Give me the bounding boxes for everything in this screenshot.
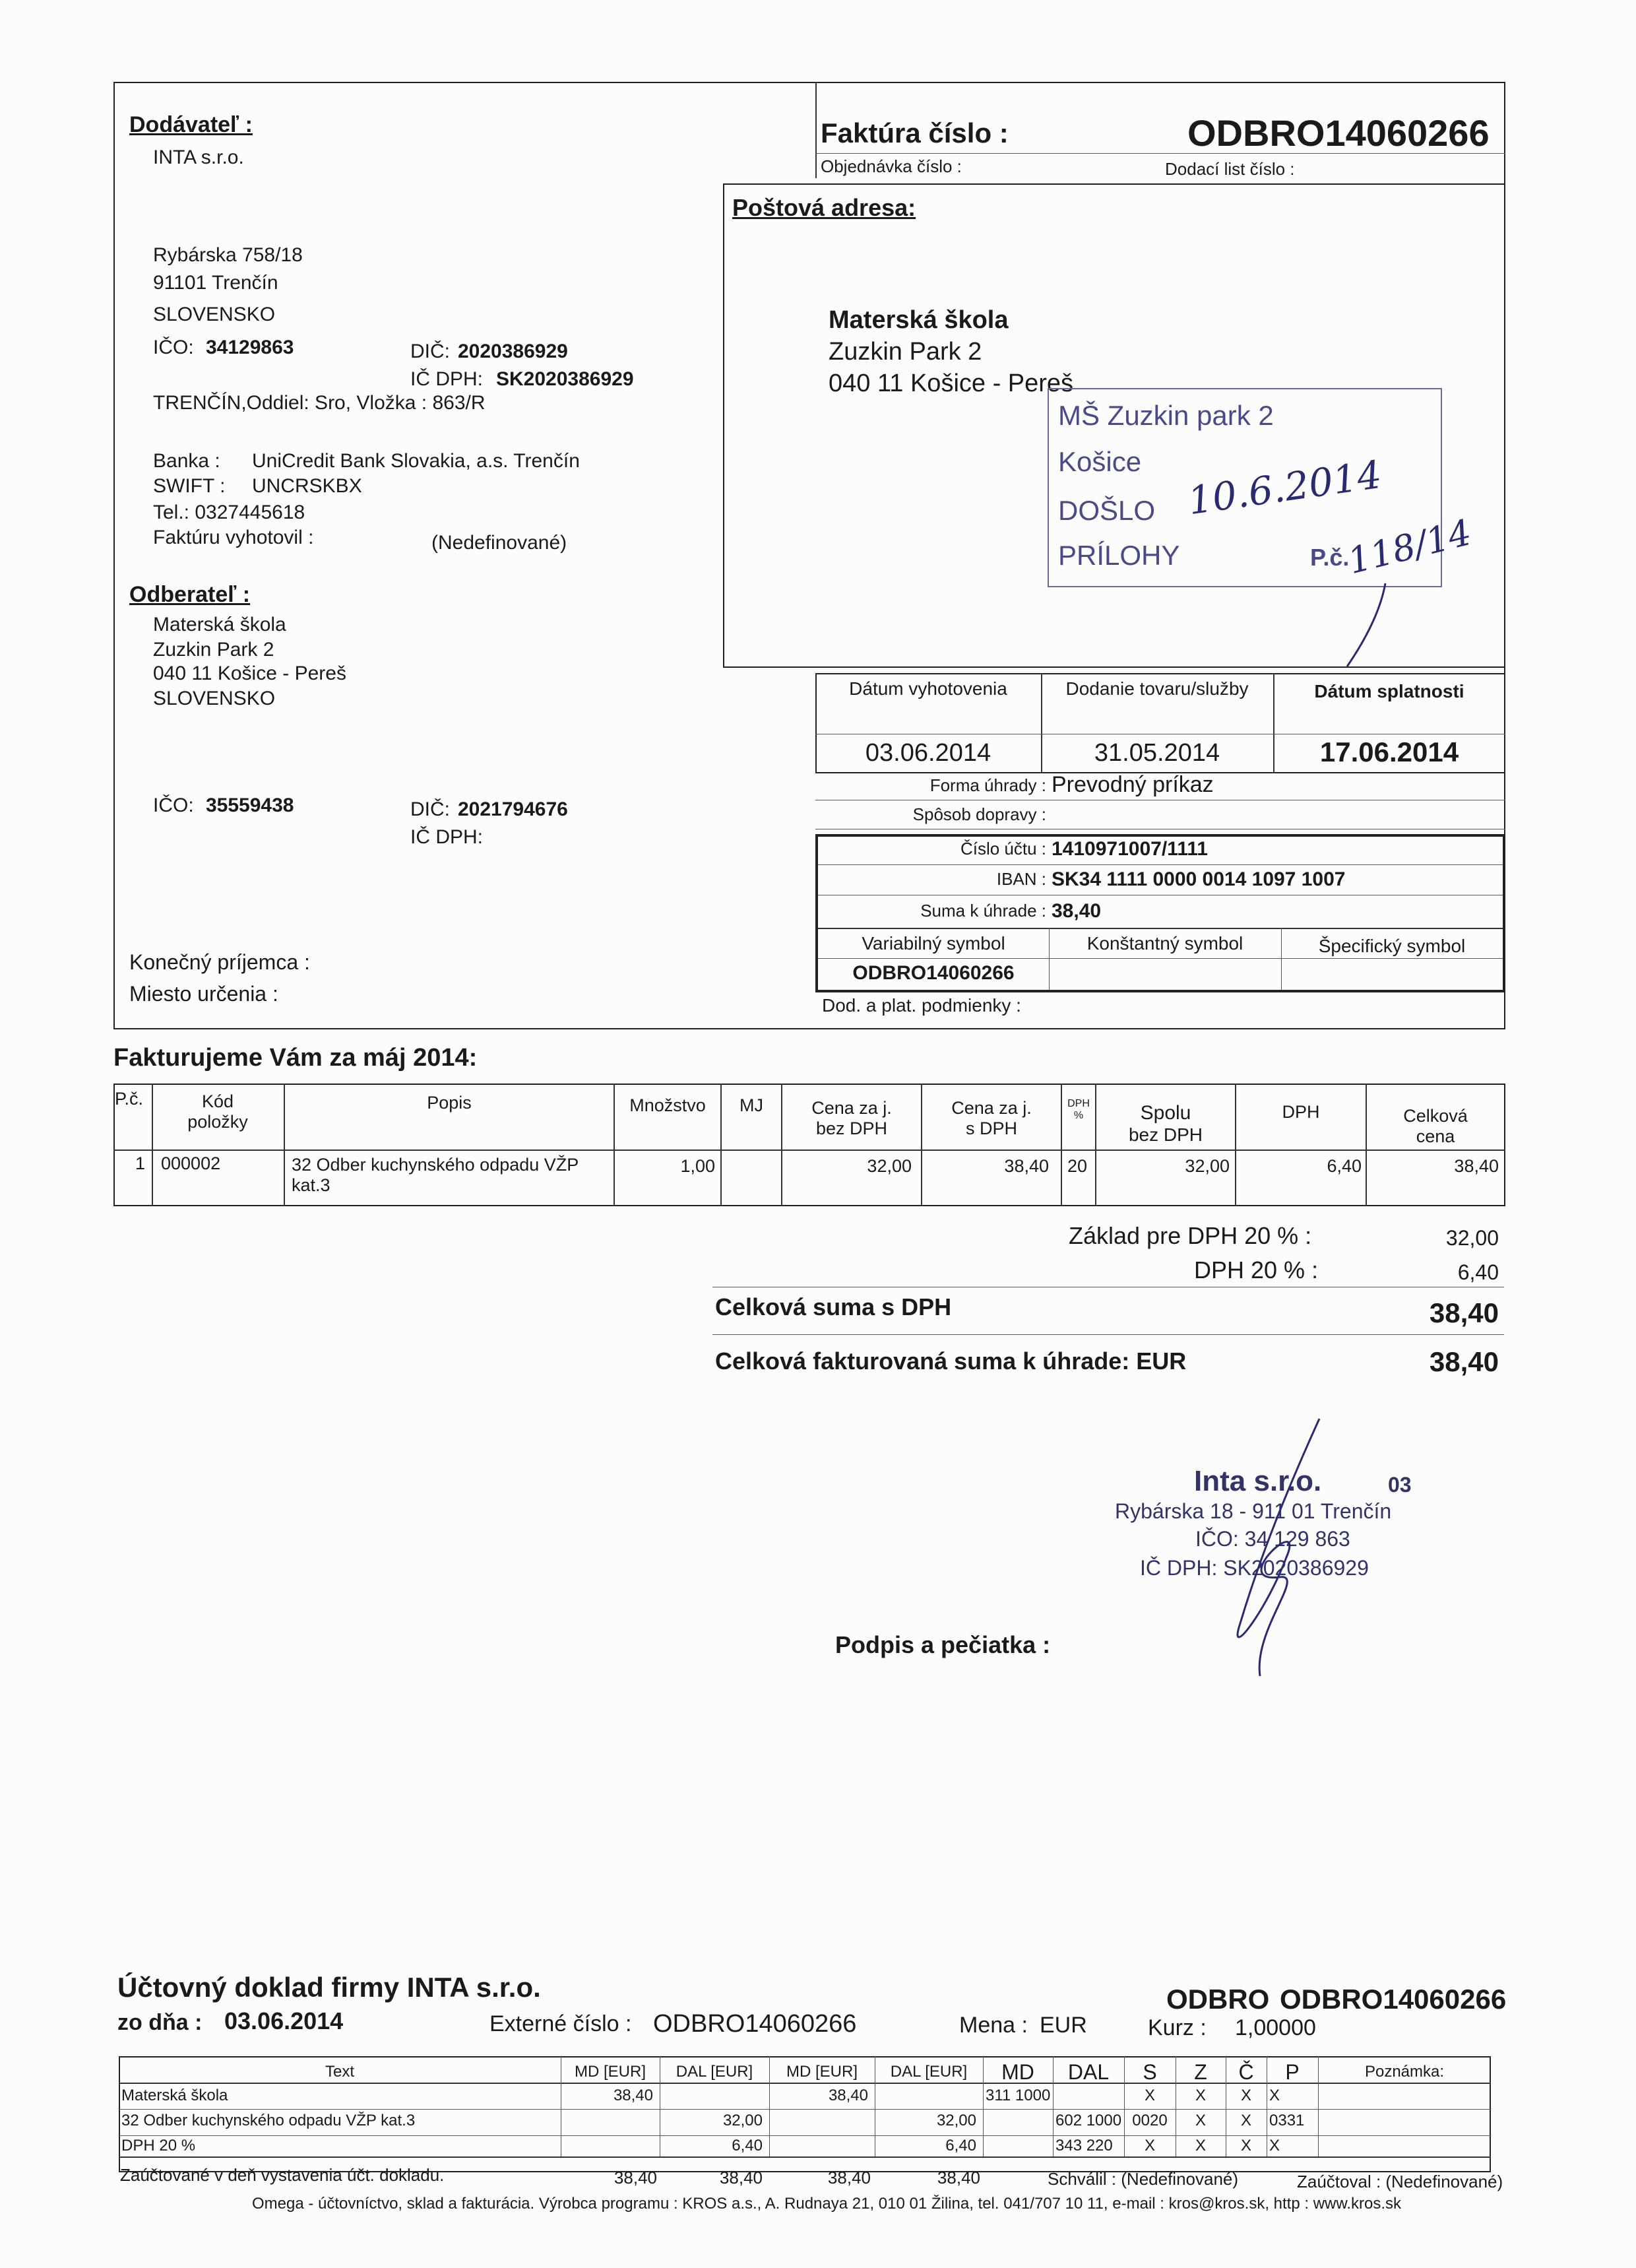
customer-name: Materská škola <box>153 614 286 635</box>
accounting-footer-md2: 38,40 <box>827 2168 871 2187</box>
accounting-cell: X <box>1195 2137 1206 2155</box>
bank-value: UniCredit Bank Slovakia, a.s. Trenčín <box>252 450 580 472</box>
accounting-cell: X <box>1144 2087 1155 2104</box>
account-rule <box>818 864 1503 865</box>
billing-title: Fakturujeme Vám za máj 2014: <box>113 1044 478 1072</box>
accounting-header-p: P <box>1285 2060 1300 2084</box>
company-stamp-number: 03 <box>1388 1473 1412 1497</box>
delivery-date-label: Dodanie tovaru/služby <box>1065 678 1249 699</box>
accounting-cell: 38,40 <box>828 2087 868 2104</box>
invoiced-total-label: Celková fakturovaná suma k úhrade: EUR <box>715 1347 1187 1375</box>
supplier-country: SLOVENSKO <box>153 304 276 325</box>
accounting-cell: 32,00 <box>722 2112 763 2129</box>
header-divider <box>815 82 817 178</box>
vat-base-value: 32,00 <box>1445 1226 1499 1250</box>
th-mj: MJ <box>739 1095 763 1115</box>
company-stamp-ico: IČO: 34 129 863 <box>1195 1527 1350 1551</box>
customer-ico: 35559438 <box>206 794 294 816</box>
stamp-pc-label: P.č. <box>1310 544 1350 571</box>
th-code: Kód položky <box>187 1091 248 1132</box>
postal-street: Zuzkin Park 2 <box>829 338 982 366</box>
customer-dic-label: DIČ: <box>410 798 450 820</box>
external-number: ODBRO14060266 <box>653 2010 857 2038</box>
th-total-ex: Spolu bez DPH <box>1128 1102 1203 1145</box>
accounting-row-rule-1 <box>119 2109 1491 2110</box>
const-symbol-label: Konštantný symbol <box>1086 933 1243 954</box>
swift-value: UNCRSKBX <box>252 475 362 497</box>
payment-form-label: Forma úhrady : <box>929 775 1046 795</box>
accounting-header-note: Poznámka: <box>1364 2063 1445 2081</box>
accounting-cell: 6,40 <box>945 2137 976 2155</box>
accounting-cell: X <box>1269 2087 1280 2104</box>
accounting-cell: 38,40 <box>613 2087 653 2104</box>
accounting-header-dal: DAL <box>1067 2060 1110 2084</box>
company-stamp-address: Rybárska 18 - 911 01 Trenčín <box>1115 1499 1392 1523</box>
sum-rule <box>818 928 1503 929</box>
accounting-cell: 32,00 <box>936 2112 976 2129</box>
company-stamp-name: Inta s.r.o. <box>1194 1465 1322 1497</box>
var-symbol-label: Variabilný symbol <box>862 933 1005 954</box>
currency-label: Mena : <box>959 2013 1028 2038</box>
final-recipient-label: Konečný príjemca : <box>129 950 310 974</box>
postal-city: 040 11 Košice - Pereš <box>829 370 1074 397</box>
rate-label: Kurz : <box>1148 2015 1207 2040</box>
approved-by: Schválil : (Nedefinované) <box>1048 2169 1239 2189</box>
destination-label: Miesto určenia : <box>129 982 278 1006</box>
stamp-tail-stroke <box>1339 581 1405 673</box>
td-pc: 1 <box>135 1153 145 1173</box>
accounting-footer-rule <box>119 2156 1491 2158</box>
accounting-cell: X <box>1144 2137 1155 2155</box>
th-price-ex: Cena za j. bez DPH <box>811 1098 892 1138</box>
account-label: Číslo účtu : <box>960 839 1046 859</box>
accounting-cell: 343 220 <box>1055 2137 1113 2155</box>
supplier-ico-label: IČO: <box>153 337 194 358</box>
supplier-dic-label: DIČ: <box>410 340 450 362</box>
supplier-name: INTA s.r.o. <box>153 146 244 168</box>
accounting-cell: X <box>1195 2112 1206 2129</box>
customer-country: SLOVENSKO <box>153 688 276 709</box>
accounting-cell: 32 Odber kuchynského odpadu VŽP kat.3 <box>121 2112 416 2129</box>
accounting-cell: Materská škola <box>121 2087 228 2104</box>
posted-by: Zaúčtoval : (Nedefinované) <box>1297 2172 1503 2191</box>
due-date: 17.06.2014 <box>1319 736 1459 767</box>
delivery-note-label: Dodací list číslo : <box>1165 159 1295 179</box>
supplier-icdph-label: IČ DPH: <box>410 368 484 390</box>
vat-value: 6,40 <box>1457 1260 1499 1284</box>
bank-label: Banka : <box>153 450 220 472</box>
postal-name: Materská škola <box>829 306 1009 334</box>
software-credit: Omega - účtovníctvo, sklad a fakturácia. Výrobca programu : KROS a.s., A. Rudnaya 21, 010 01 Žilina, tel. 041/707 10 11, e-mail : kros@kros.sk, http : www.kros.sk <box>252 2195 1402 2213</box>
th-total: Celková cena <box>1403 1106 1468 1146</box>
accounting-date: 03.06.2014 <box>224 2007 344 2034</box>
td-price-in: 38,40 <box>1004 1156 1049 1176</box>
iban-label: IBAN : <box>996 869 1046 889</box>
accounting-footer-md1: 38,40 <box>614 2168 657 2187</box>
accounting-cell: X <box>1240 2112 1251 2129</box>
accounting-header-s: S <box>1143 2060 1157 2084</box>
customer-heading: Odberateľ : <box>129 582 251 607</box>
accounting-header-c: Č <box>1238 2060 1254 2084</box>
symbols-rule <box>818 958 1503 959</box>
td-total-ex: 32,00 <box>1185 1156 1230 1176</box>
customer-icdph-label: IČ DPH: <box>410 826 484 848</box>
accounting-cell: X <box>1269 2137 1280 2155</box>
accounting-cell: X <box>1240 2087 1251 2104</box>
supplier-heading: Dodávateľ : <box>129 112 253 137</box>
accounting-cell: 0020 <box>1132 2112 1168 2129</box>
iban: SK34 1111 0000 0014 1097 1007 <box>1052 868 1346 890</box>
accounting-footer-dal2: 38,40 <box>937 2168 980 2187</box>
accounting-header-z: Z <box>1194 2060 1207 2084</box>
accounting-cell: 0331 <box>1269 2112 1305 2129</box>
accounting-row-rule-2 <box>119 2135 1491 2136</box>
payment-form: Prevodný príkaz <box>1052 772 1214 797</box>
supplier-dic: 2020386929 <box>458 340 568 362</box>
invoice-number-rule <box>815 153 1505 154</box>
signature-label: Podpis a pečiatka : <box>835 1631 1051 1658</box>
invoice-number: ODBRO14060266 <box>1187 112 1490 154</box>
external-number-label: Externé číslo : <box>489 2011 632 2036</box>
total-with-vat-value: 38,40 <box>1429 1297 1499 1328</box>
td-vat: 6,40 <box>1327 1156 1362 1176</box>
th-vat-pct: DPH % <box>1067 1098 1090 1121</box>
customer-ico-label: IČO: <box>153 794 194 816</box>
vat-base-label: Základ pre DPH 20 % : <box>1069 1222 1312 1249</box>
sum-to-pay: 38,40 <box>1052 900 1102 922</box>
stamp-line2: Košice <box>1058 446 1142 477</box>
signature-stroke <box>1187 1412 1385 1689</box>
issued-by-label: Faktúru vyhotovil : <box>153 527 314 548</box>
received-stamp <box>1048 388 1476 587</box>
due-date-label: Dátum splatnosti <box>1314 681 1464 701</box>
supplier-ico: 34129863 <box>206 337 294 358</box>
supplier-tel: Tel.: 0327445618 <box>153 502 305 523</box>
accounting-cell: 602 1000 <box>1055 2112 1122 2129</box>
td-total: 38,40 <box>1454 1156 1499 1176</box>
issue-date: 03.06.2014 <box>865 739 991 767</box>
accounting-cell: 311 1000 <box>986 2087 1051 2104</box>
vat-label: DPH 20 % : <box>1194 1256 1319 1283</box>
th-qty: Množstvo <box>629 1095 706 1115</box>
stamp-handwritten-number: 118/14 <box>1344 511 1476 583</box>
spec-symbol-label: Špecifický symbol <box>1318 936 1466 956</box>
customer-dic: 2021794676 <box>458 798 568 820</box>
customer-street: Zuzkin Park 2 <box>153 639 274 661</box>
accounting-header-dal2: DAL [EUR] <box>890 2063 968 2081</box>
th-pc: P.č. <box>115 1089 144 1109</box>
items-header-rule <box>113 1150 1505 1151</box>
accounting-date-label: zo dňa : <box>117 2010 203 2035</box>
td-price-ex: 32,00 <box>867 1156 912 1176</box>
conditions-label: Dod. a plat. podmienky : <box>822 995 1021 1016</box>
swift-label: SWIFT : <box>153 475 226 497</box>
accounting-header-md: MD <box>1001 2060 1034 2084</box>
td-vat-pct: 20 <box>1067 1156 1088 1176</box>
stamp-line1: MŠ Zuzkin park 2 <box>1058 400 1274 431</box>
issue-date-label: Dátum vyhotovenia <box>849 678 1007 699</box>
issued-by-value: (Nedefinované) <box>431 532 567 554</box>
invoice-number-label: Faktúra číslo : <box>821 117 1009 148</box>
accounting-header-text: Text <box>325 2063 354 2081</box>
accounting-code: ODBRO <box>1166 1984 1270 2015</box>
delivery-date: 31.05.2014 <box>1094 739 1220 767</box>
supplier-street: Rybárska 758/18 <box>153 244 303 266</box>
stamp-handwritten-date: 10.6.2014 <box>1185 451 1385 524</box>
transport-label: Spôsob dopravy : <box>912 804 1046 824</box>
th-vat: DPH <box>1282 1102 1320 1122</box>
supplier-icdph: SK2020386929 <box>496 368 634 390</box>
rate: 1,00000 <box>1235 2015 1316 2040</box>
td-code: 000002 <box>161 1153 221 1173</box>
stamp-line4: PRÍLOHY <box>1058 540 1180 571</box>
accounting-cell: 6,40 <box>732 2137 763 2155</box>
currency: EUR <box>1040 2013 1087 2038</box>
postal-heading: Poštová adresa: <box>732 194 916 221</box>
supplier-register: TRENČÍN,Oddiel: Sro, Vložka : 863/R <box>153 392 486 414</box>
accounting-footer-dal1: 38,40 <box>719 2168 763 2187</box>
company-stamp-icdph: IČ DPH: SK2020386929 <box>1140 1556 1369 1580</box>
td-qty: 1,00 <box>680 1156 715 1176</box>
total-with-vat-label: Celková suma s DPH <box>715 1293 952 1320</box>
th-price-in: Cena za j. s DPH <box>951 1098 1032 1138</box>
stamp-line3: DOŠLO <box>1058 495 1156 526</box>
accounting-title: Účtovný doklad firmy INTA s.r.o. <box>117 1972 541 2003</box>
supplier-city: 91101 Trenčín <box>153 272 278 294</box>
customer-city: 040 11 Košice - Pereš <box>153 663 346 684</box>
var-symbol: ODBRO14060266 <box>852 962 1015 984</box>
accounting-footer-text: Zaúčtované v deň vystavenia účt. dokladu. <box>120 2165 445 2185</box>
order-number-label: Objednávka číslo : <box>821 156 962 176</box>
accounting-header-dal1: DAL [EUR] <box>676 2063 753 2081</box>
accounting-cell: X <box>1240 2137 1251 2155</box>
th-desc: Popis <box>427 1093 472 1113</box>
summary-rule-2 <box>712 1334 1504 1335</box>
accounting-number: ODBRO14060266 <box>1280 1984 1507 2015</box>
accounting-cell: X <box>1195 2087 1206 2104</box>
td-desc: 32 Odber kuchynského odpadu VŽP kat.3 <box>292 1155 579 1196</box>
invoiced-total-value: 38,40 <box>1429 1346 1499 1377</box>
accounting-cell: DPH 20 % <box>121 2137 196 2155</box>
accounting-header-md1: MD [EUR] <box>575 2063 646 2081</box>
account-number: 1410971007/1111 <box>1052 838 1208 860</box>
sum-label: Suma k úhrade : <box>920 901 1046 921</box>
accounting-header-md2: MD [EUR] <box>786 2063 858 2081</box>
